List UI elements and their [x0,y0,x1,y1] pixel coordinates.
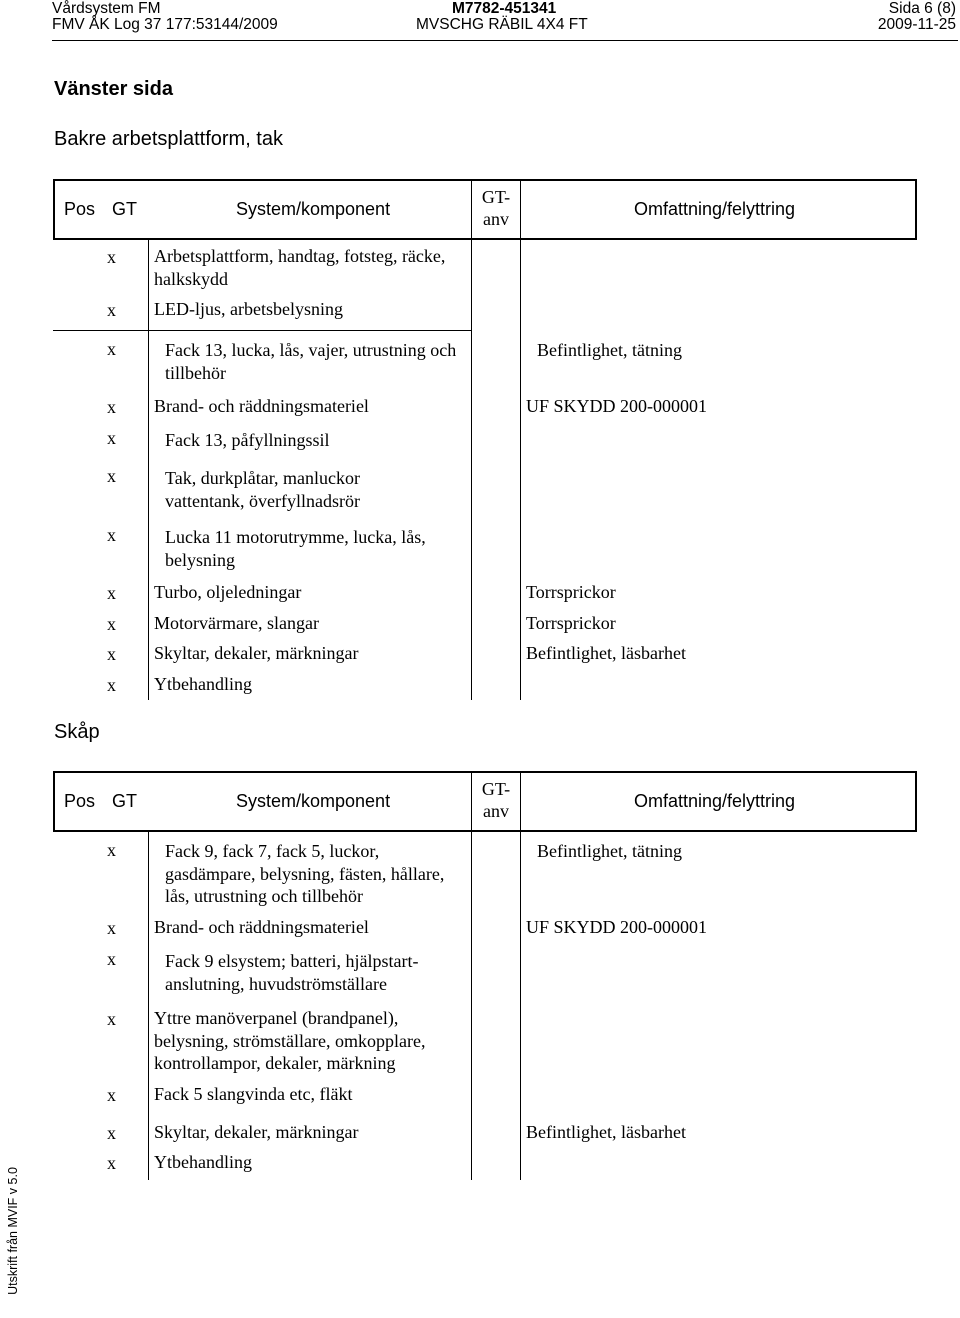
header-reference: FMV ÅK Log 37 177:53144/2009 [52,16,278,33]
table2-row-component: Ytbehandling [154,1152,252,1172]
subsection-title: Bakre arbetsplattform, tak [54,128,283,150]
table1-row-component: LED-ljus, arbetsbelysning [154,299,343,319]
table1-row-component: Fack 13, lucka, lås, vajer, utrustning och tillbehör [165,340,457,383]
table2-col-gt-anv-line2: anv [483,801,509,821]
table1-row-scope: Befintlighet, läsbarhet [526,643,686,663]
section2-title: Skåp [54,721,100,743]
table1-row-component: Fack 13, påfyllningssil [165,430,330,450]
table2-row-component: Fack 9, fack 7, fack 5, luckor, gasdämpare, belysning, fästen, hållare, lås, utrustning och tillbehör [165,841,445,906]
header-page-number: Sida 6 (8) [888,0,956,17]
table1-col-scope: Omfattning/felyttring [634,199,796,219]
table1-row-component: Arbetsplattform, handtag, fotsteg, räcke, halkskydd [154,246,446,289]
table2-row-mark: x [107,1085,116,1105]
table2-row-scope: Befintlighet, läsbarhet [526,1122,686,1142]
table1-row-scope: Befintlighet, tätning [537,340,682,360]
table1-row-component: Turbo, oljeledningar [154,582,302,602]
table1-row-scope: Torrsprickor [526,582,616,602]
table1-row-mark: x [107,583,116,603]
table2-row-component: Skyltar, dekaler, märkningar [154,1122,359,1142]
table2-row-mark: x [107,840,116,860]
table2-row-component: Fack 9 elsystem; batteri, hjälpstart-anslutning, huvudströmställare [165,951,419,994]
table2-col-system: System/komponent [236,791,391,811]
table2-divider-gt-anv-right [520,771,521,1180]
table1-row-component: Tak, durkplåtar, manluckor vattentank, överfyllnadsrör [165,468,360,511]
header-vehicle: MVSCHG RÄBIL 4X4 FT [416,16,588,33]
table1-col-gt-anv-line1: GT- [481,187,511,207]
table1-row-mark: x [107,428,116,448]
table1-divider-gt-anv-left [471,179,472,700]
table1-row-scope: UF SKYDD 200-000001 [526,396,708,416]
table1-row-scope: Torrsprickor [526,613,616,633]
table2-col-gt-anv-line1: GT- [481,779,511,799]
table1-row-component: Motorvärmare, slangar [154,613,319,633]
table2-col-pos: Pos [64,791,96,811]
print-source-label: Utskrift från MVIF v 5.0 [6,1167,20,1295]
table2-row-component: Brand- och räddningsmateriel [154,917,369,937]
table1-col-pos: Pos [64,199,96,219]
table1-col-system: System/komponent [236,199,391,219]
table1-row-component: Ytbehandling [154,674,252,694]
table2-divider-gt-anv-left [471,771,472,1180]
table1-row-mark: x [107,339,116,359]
table2-row-mark: x [107,1123,116,1143]
table1-divider-gt-anv-right [520,179,521,700]
table2-row-mark: x [107,1009,116,1029]
table2-row-component: Fack 5 slangvinda etc, fläkt [154,1084,353,1104]
table1-row-separator [53,330,471,331]
table1-row-mark: x [107,675,116,695]
header-date: 2009-11-25 [877,16,956,33]
table2-row-mark: x [107,949,116,969]
table2-row-scope: Befintlighet, tätning [537,841,682,861]
table1-divider-gt [148,240,149,700]
table1-row-mark: x [107,614,116,634]
header-system-name: Vårdsystem FM [52,0,161,17]
table2-col-gt-anv [474,778,518,822]
table1-row-mark: x [107,525,116,545]
header-divider [52,40,958,41]
table1-row-mark: x [107,644,116,664]
table2-col-gt: GT [112,791,137,811]
table1-row-mark: x [107,397,116,417]
table1-row-component: Skyltar, dekaler, märkningar [154,643,359,663]
table1-col-gt-anv [474,186,518,230]
table1-row-mark: x [107,466,116,486]
table1-row-mark: x [107,247,116,267]
table2-row-scope: UF SKYDD 200-000001 [526,917,708,937]
table1-col-gt-anv-line2: anv [483,209,509,229]
table2-row-component: Yttre manöverpanel (brandpanel), belysning, strömställare, omkopplare, kontrollampor, dekaler, märkning [154,1008,426,1073]
table1-col-gt: GT [112,199,137,219]
table1-row-component: Brand- och räddningsmateriel [154,396,369,416]
section-title: Vänster sida [54,78,173,100]
table2-divider-gt [148,832,149,1180]
header-doc-number: M7782-451341 [452,0,557,17]
table1-row-mark: x [107,300,116,320]
table2-row-mark: x [107,918,116,938]
table2-row-mark: x [107,1153,116,1173]
table2-col-scope: Omfattning/felyttring [634,791,796,811]
table1-row-component: Lucka 11 motorutrymme, lucka, lås, belysning [165,527,426,570]
